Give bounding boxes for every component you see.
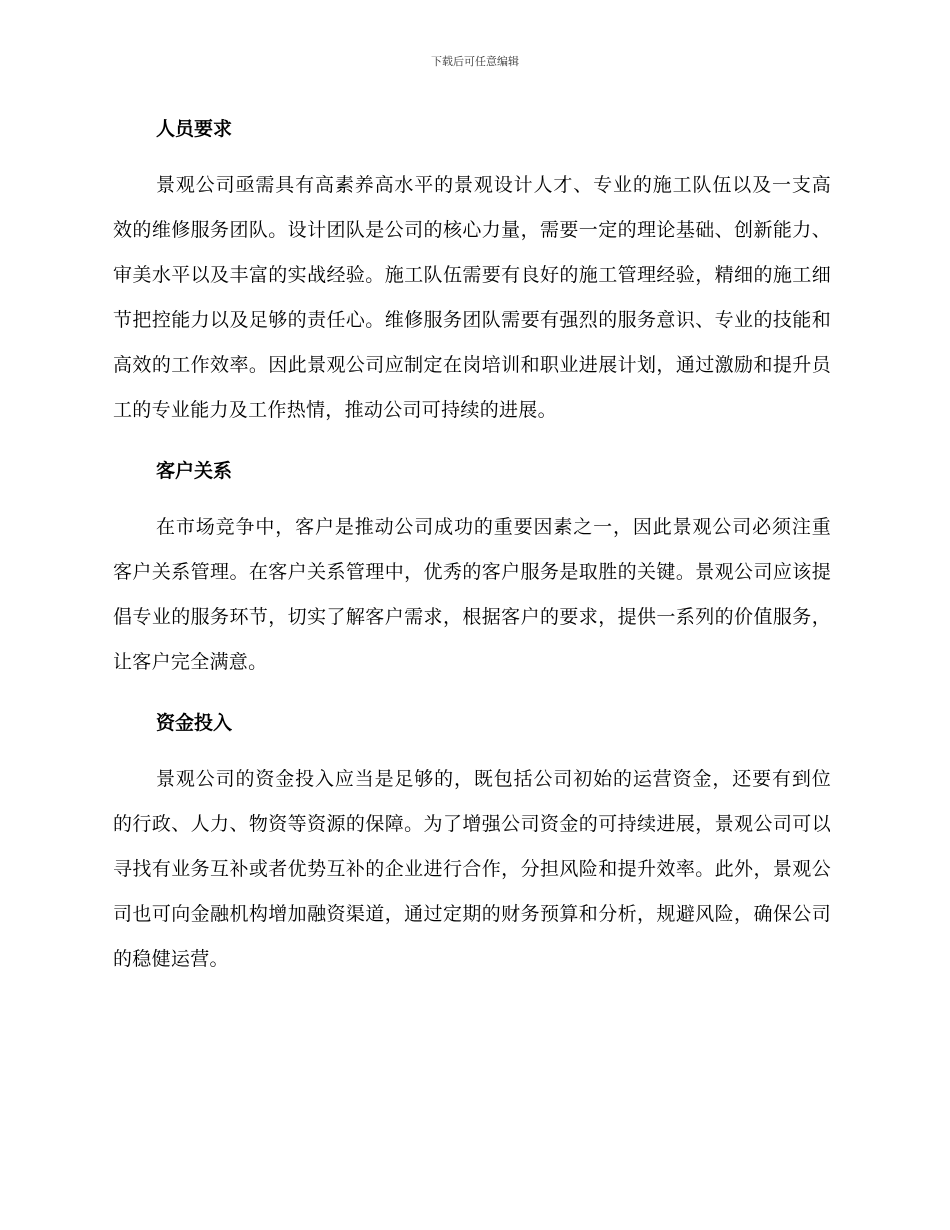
document-content bbox=[113, 113, 831, 1004]
section-paragraph: 景观公司的资金投入应当是足够的，既包括公司初始的运营资金，还要有到位的行政、人力、物资等资源的保障。为了增强公司资金的可持续进展，景观公司可以寻找有业务互补或者优势互补的企业进行合作，分担风险和提升效率。此外，景观公司也可向金融机构增加融资渠道，通过定期的财务预算和分析，规避风险，确保公司的稳健运营。 bbox=[113, 768, 831, 970]
header-note: 下载后可任意编辑 bbox=[431, 55, 519, 68]
section-capital-investment bbox=[113, 707, 831, 982]
section-customer-relations bbox=[113, 455, 831, 685]
section-personnel bbox=[113, 113, 831, 433]
section-paragraph: 景观公司亟需具有高素养高水平的景观设计人才、专业的施工队伍以及一支高效的维修服务团队。设计团队是公司的核心力量，需要一定的理论基础、创新能力、审美水平以及丰富的实战经验。施工队伍需要有良好的施工管理经验，精细的施工细节把控能力以及足够的责任心。维修服务团队需要有强烈的服务意识、专业的技能和高效的工作效率。因此景观公司应制定在岗培训和职业进展计划，通过激励和提升员工的专业能力及工作热情，推动公司可持续的进展。 bbox=[113, 174, 831, 421]
section-heading: 客户关系 bbox=[156, 460, 233, 482]
section-paragraph: 在市场竞争中，客户是推动公司成功的重要因素之一，因此景观公司必须注重客户关系管理。在客户关系管理中，优秀的客户服务是取胜的关键。景观公司应该提倡专业的服务环节，切实了解客户需求，根据客户的要求，提供一系列的价值服务，让客户完全满意。 bbox=[113, 516, 831, 673]
section-heading: 人员要求 bbox=[156, 118, 233, 140]
section-heading: 资金投入 bbox=[156, 712, 233, 734]
